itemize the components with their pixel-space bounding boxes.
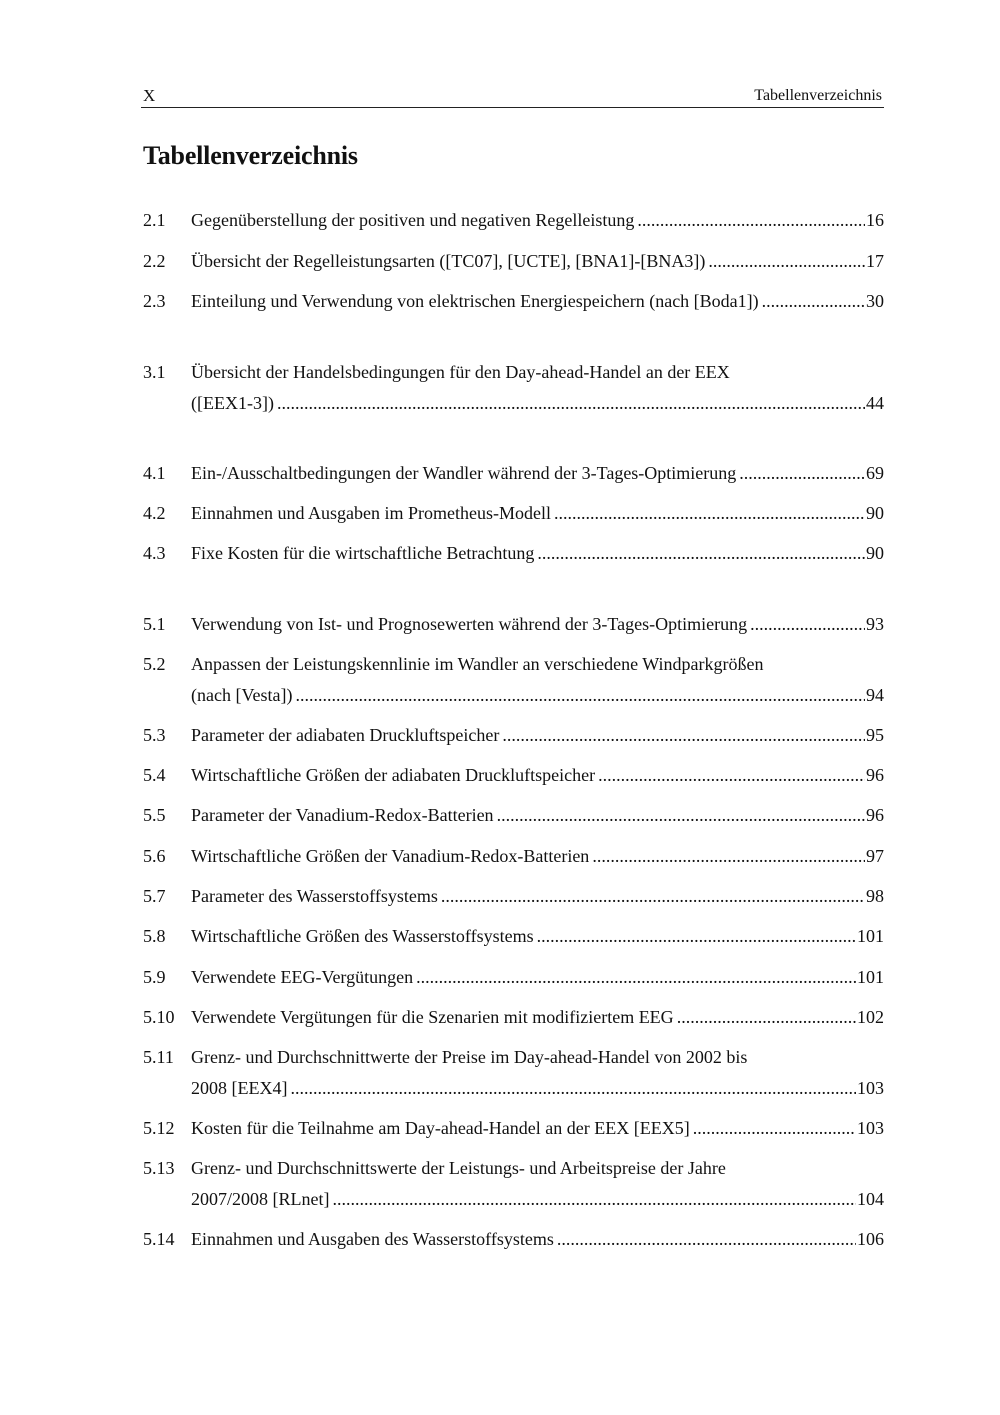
entry-page-number: 94	[866, 685, 884, 705]
entry-page-number: 106	[857, 1229, 884, 1249]
entry-title: Parameter der Vanadium-Redox-Batterien	[191, 805, 494, 825]
entry-title: Kosten für die Teilnahme am Day-ahead-Handel an der EEX [EEX5]	[191, 1118, 690, 1138]
entry-line	[191, 649, 884, 680]
entry-page-number: 103	[857, 1078, 884, 1098]
entry-line	[191, 962, 884, 993]
entry-line	[191, 881, 884, 912]
entry-title: Verwendete Vergütungen für die Szenarien mit modifiziertem EEG	[191, 1007, 674, 1027]
dot-leader	[762, 286, 865, 317]
dot-leader	[277, 388, 865, 419]
entry-line	[191, 841, 884, 872]
entry-line	[191, 1002, 884, 1033]
entry-line	[191, 286, 884, 317]
entry-title: Wirtschaftliche Größen der Vanadium-Redox-Batterien	[191, 846, 590, 866]
dot-leader	[554, 498, 865, 529]
entry-number: 2.1	[143, 210, 166, 230]
entry-number: 5.10	[143, 1007, 175, 1027]
dot-leader	[441, 881, 865, 912]
entry-number: 5.6	[143, 846, 166, 866]
entry-number: 4.3	[143, 543, 166, 563]
entry-title: Parameter des Wasserstoffsystems	[191, 886, 438, 906]
dot-leader	[708, 246, 865, 277]
entry-line	[191, 720, 884, 751]
entry-line	[191, 800, 884, 831]
dot-leader	[416, 962, 856, 993]
entry-number: 5.13	[143, 1158, 175, 1178]
running-head-title: Tabellenverzeichnis	[754, 87, 882, 104]
entry-title: Grenz- und Durchschnittswerte der Leistungs- und Arbeitspreise der Jahre	[191, 1158, 726, 1178]
entry-title: Verwendung von Ist- und Prognosewerten während der 3-Tages-Optimierung	[191, 614, 748, 634]
dot-leader	[295, 680, 865, 711]
entry-line	[191, 357, 884, 388]
table-of-tables	[143, 0, 884, 1415]
entry-number: 5.4	[143, 765, 166, 785]
dot-leader	[557, 1224, 856, 1255]
entry-number: 5.5	[143, 805, 166, 825]
entry-number: 5.3	[143, 725, 166, 745]
entry-line	[191, 388, 884, 419]
entry-line	[191, 609, 884, 640]
entry-number: 5.2	[143, 654, 166, 674]
entry-page-number: 97	[866, 846, 884, 866]
entry-line	[191, 1224, 884, 1255]
entry-line	[191, 458, 884, 489]
entry-title: (nach [Vesta])	[191, 685, 293, 705]
entry-page-number: 90	[866, 543, 884, 563]
dot-leader	[677, 1002, 856, 1033]
entry-page-number: 16	[866, 210, 884, 230]
entry-page-number: 102	[857, 1007, 884, 1027]
dot-leader	[592, 841, 865, 872]
entry-title: Parameter der adiabaten Druckluftspeicher	[191, 725, 500, 745]
dot-leader	[332, 1184, 856, 1215]
entry-title: ([EEX1-3])	[191, 393, 274, 413]
dot-leader	[497, 800, 865, 831]
entry-number: 5.7	[143, 886, 166, 906]
entry-title: Verwendete EEG-Vergütungen	[191, 967, 414, 987]
entry-title: 2007/2008 [RLnet]	[191, 1189, 330, 1209]
entry-number: 2.2	[143, 251, 166, 271]
entry-line	[191, 1113, 884, 1144]
entry-number: 5.9	[143, 967, 166, 987]
page-number-roman: X	[143, 86, 156, 105]
dot-leader	[637, 205, 865, 236]
entry-page-number: 95	[866, 725, 884, 745]
entry-title: Einnahmen und Ausgaben im Prometheus-Modell	[191, 503, 551, 523]
dot-leader	[290, 1073, 856, 1104]
entry-title: Anpassen der Leistungskennlinie im Wandler an verschiedene Windparkgrößen	[191, 654, 764, 674]
entry-title: Einnahmen und Ausgaben des Wasserstoffsystems	[191, 1229, 554, 1249]
dot-leader	[502, 720, 865, 751]
entry-line	[191, 680, 884, 711]
entry-page-number: 101	[857, 967, 884, 987]
entry-number: 5.8	[143, 926, 166, 946]
entry-line	[191, 246, 884, 277]
entry-title: Übersicht der Handelsbedingungen für den Day-ahead-Handel an der EEX	[191, 362, 730, 382]
entry-page-number: 96	[866, 805, 884, 825]
entry-title: Gegenüberstellung der positiven und negativen Regelleistung	[191, 210, 635, 230]
entry-number: 3.1	[143, 362, 166, 382]
dot-leader	[739, 458, 865, 489]
entry-line	[191, 921, 884, 952]
entry-line	[191, 1153, 884, 1184]
entry-page-number: 103	[857, 1118, 884, 1138]
entry-number: 4.2	[143, 503, 166, 523]
entry-number: 5.14	[143, 1229, 175, 1249]
entry-line	[191, 498, 884, 529]
entry-title: Einteilung und Verwendung von elektrischen Energiespeichern (nach [Boda1])	[191, 291, 759, 311]
dot-leader	[537, 921, 856, 952]
entry-number: 5.12	[143, 1118, 175, 1138]
entry-number: 5.11	[143, 1047, 174, 1067]
entry-number: 2.3	[143, 291, 166, 311]
dot-leader	[598, 760, 865, 791]
dot-leader	[693, 1113, 856, 1144]
dot-leader	[750, 609, 865, 640]
entry-title: 2008 [EEX4]	[191, 1078, 288, 1098]
entry-page-number: 98	[866, 886, 884, 906]
entry-page-number: 69	[866, 463, 884, 483]
entry-line	[191, 1073, 884, 1104]
entry-page-number: 17	[866, 251, 884, 271]
entry-number: 5.1	[143, 614, 166, 634]
entry-line	[191, 1042, 884, 1073]
entry-page-number: 93	[866, 614, 884, 634]
entry-number: 4.1	[143, 463, 166, 483]
entry-line	[191, 538, 884, 569]
entry-title: Wirtschaftliche Größen des Wasserstoffsystems	[191, 926, 534, 946]
page-title: Tabellenverzeichnis	[143, 141, 358, 170]
entry-page-number: 90	[866, 503, 884, 523]
entry-title: Übersicht der Regelleistungsarten ([TC07], [UCTE], [BNA1]-[BNA3])	[191, 251, 706, 271]
entry-page-number: 104	[857, 1189, 884, 1209]
entry-line	[191, 760, 884, 791]
entry-page-number: 44	[866, 393, 884, 413]
entry-page-number: 101	[857, 926, 884, 946]
entry-title: Grenz- und Durchschnittwerte der Preise im Day-ahead-Handel von 2002 bis	[191, 1047, 748, 1067]
entry-line	[191, 205, 884, 236]
entry-line	[191, 1184, 884, 1215]
entry-title: Fixe Kosten für die wirtschaftliche Betrachtung	[191, 543, 535, 563]
dot-leader	[537, 538, 865, 569]
entry-title: Ein-/Ausschaltbedingungen der Wandler während der 3-Tages-Optimierung	[191, 463, 737, 483]
entry-page-number: 30	[866, 291, 884, 311]
entry-title: Wirtschaftliche Größen der adiabaten Druckluftspeicher	[191, 765, 596, 785]
entry-page-number: 96	[866, 765, 884, 785]
